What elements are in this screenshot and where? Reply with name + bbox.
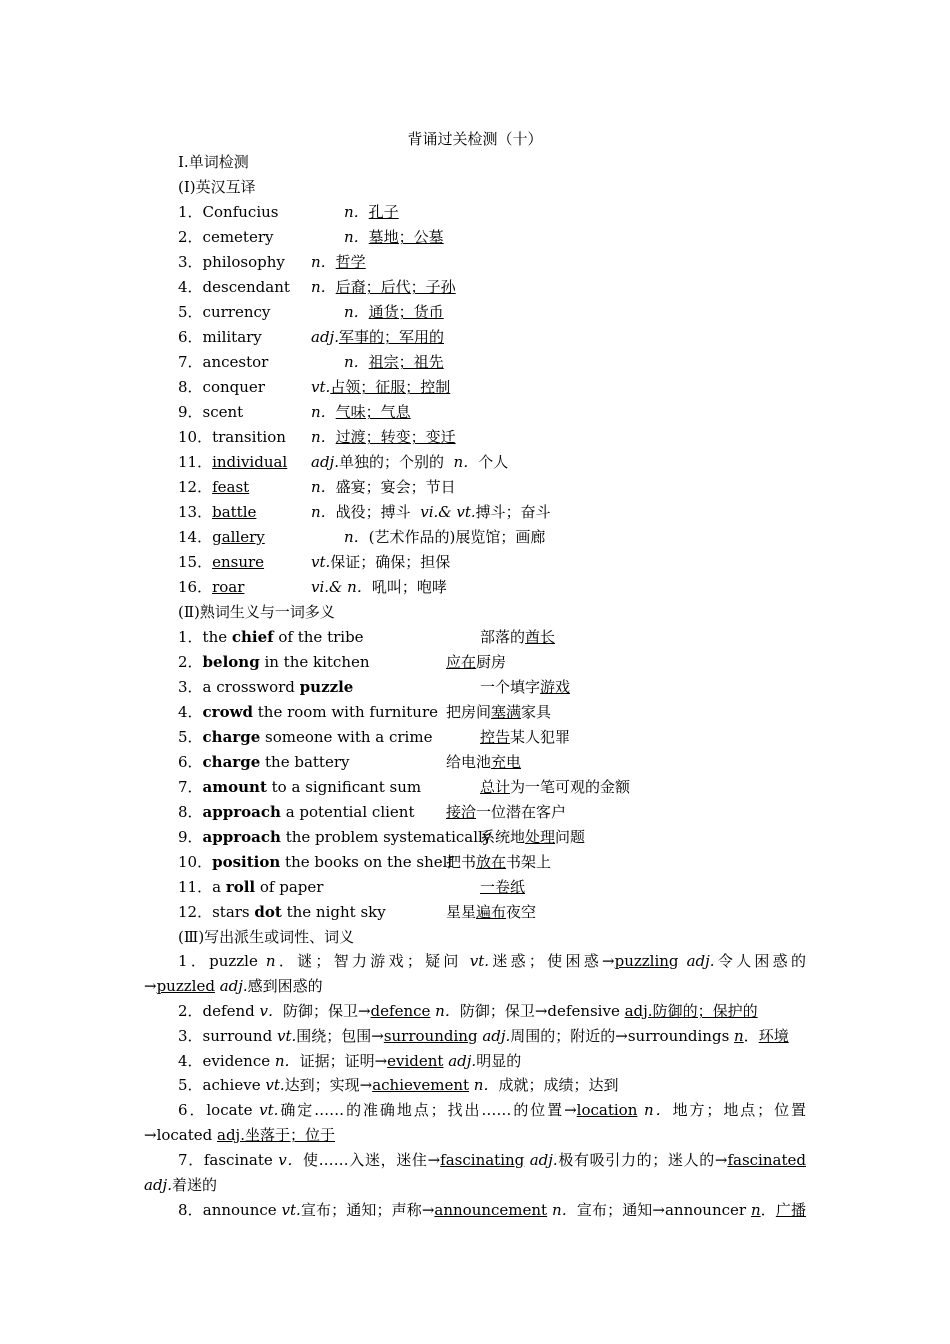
- list-item-continued: adj.着迷的: [144, 1176, 217, 1194]
- part2-heading: (Ⅱ)熟词生义与一词多义: [178, 603, 335, 621]
- list-item: 8．announce vt.宣布；通知；声称→announcement n．宣布；通知→announcer n．广播: [178, 1201, 806, 1219]
- list-item: 9．approach the problem systematically: [178, 828, 492, 846]
- list-item: 5．charge someone with a crime: [178, 728, 433, 746]
- list-item: 15．ensure: [178, 553, 265, 571]
- list-item: 2．defend v．防御；保卫→defence n．防御；保卫→defensive adj.防御的；保护的: [178, 1002, 758, 1020]
- list-item-translation: 一卷纸: [480, 878, 526, 896]
- part1-heading: (Ⅰ)英汉互译: [178, 178, 256, 196]
- list-item: 14．gallery: [178, 528, 265, 546]
- list-item-continued: →located adj.坐落于；位于: [144, 1126, 335, 1144]
- list-item: 1．puzzle n．谜；智力游戏；疑问 vt.迷惑；使困惑→puzzling adj.令人困惑的: [178, 952, 806, 970]
- list-item: 3．philosophy: [178, 253, 285, 271]
- list-item-meaning: n．通货；货币: [344, 303, 444, 321]
- list-item-translation: 接洽一位潜在客户: [446, 803, 567, 821]
- list-item: 7．fascinate v．使……入迷，迷住→fascinating adj.极有吸引力的；迷人的→fascinated: [178, 1151, 806, 1169]
- list-item-meaning: n．祖宗；祖先: [344, 353, 444, 371]
- list-item-translation: 系统地处理问题: [480, 828, 586, 846]
- part3-heading: (Ⅲ)写出派生或词性、词义: [178, 928, 355, 946]
- list-item-meaning: n．过渡；转变；变迁: [311, 428, 456, 446]
- list-item-meaning: n．哲学: [311, 253, 366, 271]
- list-item: 2．belong in the kitchen: [178, 653, 370, 671]
- list-item-meaning: n．气味；气息: [311, 403, 411, 421]
- list-item-translation: 控告某人犯罪: [480, 728, 571, 746]
- list-item-translation: 一个填字游戏: [480, 678, 571, 696]
- list-item-meaning: n．后裔；后代；子孙: [311, 278, 456, 296]
- list-item: 5．currency: [178, 303, 271, 321]
- list-item: 4．crowd the room with furniture: [178, 703, 438, 721]
- list-item: 2．cemetery: [178, 228, 274, 246]
- list-item: 3．a crossword puzzle: [178, 678, 354, 696]
- list-item-translation: 给电池充电: [446, 753, 522, 771]
- page-title: 背诵过关检测（十）: [407, 130, 543, 148]
- list-item-translation: 把书放在书架上: [446, 853, 552, 871]
- list-item: 11．a roll of paper: [178, 878, 324, 896]
- list-item-translation: 星星遍布夜空: [446, 903, 537, 921]
- list-item: 7．amount to a significant sum: [178, 778, 422, 796]
- list-item-meaning: adj.军事的；军用的: [311, 328, 444, 346]
- list-item: 10．transition: [178, 428, 286, 446]
- list-item-continued: →puzzled adj.感到困惑的: [144, 977, 323, 995]
- list-item-translation: 应在厨房: [446, 653, 507, 671]
- list-item: 12．stars dot the night sky: [178, 903, 386, 921]
- list-item-meaning: adj.单独的；个别的 n．个人: [311, 453, 509, 471]
- list-item: 8．approach a potential client: [178, 803, 415, 821]
- list-item: 10．position the books on the shelf: [178, 853, 453, 871]
- list-item-meaning: vi.& n．吼叫；咆哮: [311, 578, 447, 596]
- list-item: 7．ancestor: [178, 353, 269, 371]
- list-item-meaning: n．孔子: [344, 203, 399, 221]
- list-item-translation: 把房间塞满家具: [446, 703, 552, 721]
- list-item: 11．individual: [178, 453, 288, 471]
- list-item: 9．scent: [178, 403, 244, 421]
- list-item: 5．achieve vt.达到；实现→achievement n．成就；成绩；达到: [178, 1076, 619, 1094]
- list-item-meaning: n．(艺术作品的)展览馆；画廊: [344, 528, 546, 546]
- list-item: 12．feast: [178, 478, 250, 496]
- list-item: 1．the chief of the tribe: [178, 628, 364, 646]
- section-heading: Ⅰ.单词检测: [178, 153, 249, 171]
- list-item-meaning: n．墓地；公墓: [344, 228, 444, 246]
- list-item-meaning: vt.占领；征服；控制: [311, 378, 451, 396]
- list-item: 13．battle: [178, 503, 257, 521]
- list-item-translation: 总计为一笔可观的金额: [480, 778, 631, 796]
- list-item-meaning: n．战役；搏斗 vi.& vt.搏斗；奋斗: [311, 503, 551, 521]
- list-item: 4．evidence n．证据；证明→evident adj.明显的: [178, 1052, 522, 1070]
- list-item-translation: 部落的酋长: [480, 628, 556, 646]
- list-item-meaning: n．盛宴；宴会；节日: [311, 478, 456, 496]
- list-item: 3．surround vt.围绕；包围→surrounding adj.周围的；附近的→surroundings n．环境: [178, 1027, 789, 1045]
- list-item: 1．Confucius: [178, 203, 279, 221]
- list-item: 6．charge the battery: [178, 753, 350, 771]
- list-item: 16．roar: [178, 578, 245, 596]
- list-item: 4．descendant: [178, 278, 290, 296]
- list-item-meaning: vt.保证；确保；担保: [311, 553, 451, 571]
- list-item: 6．locate vt.确定……的准确地点；找出……的位置→location n．地方；地点；位置: [178, 1101, 806, 1119]
- list-item: 6．military: [178, 328, 262, 346]
- list-item: 8．conquer: [178, 378, 265, 396]
